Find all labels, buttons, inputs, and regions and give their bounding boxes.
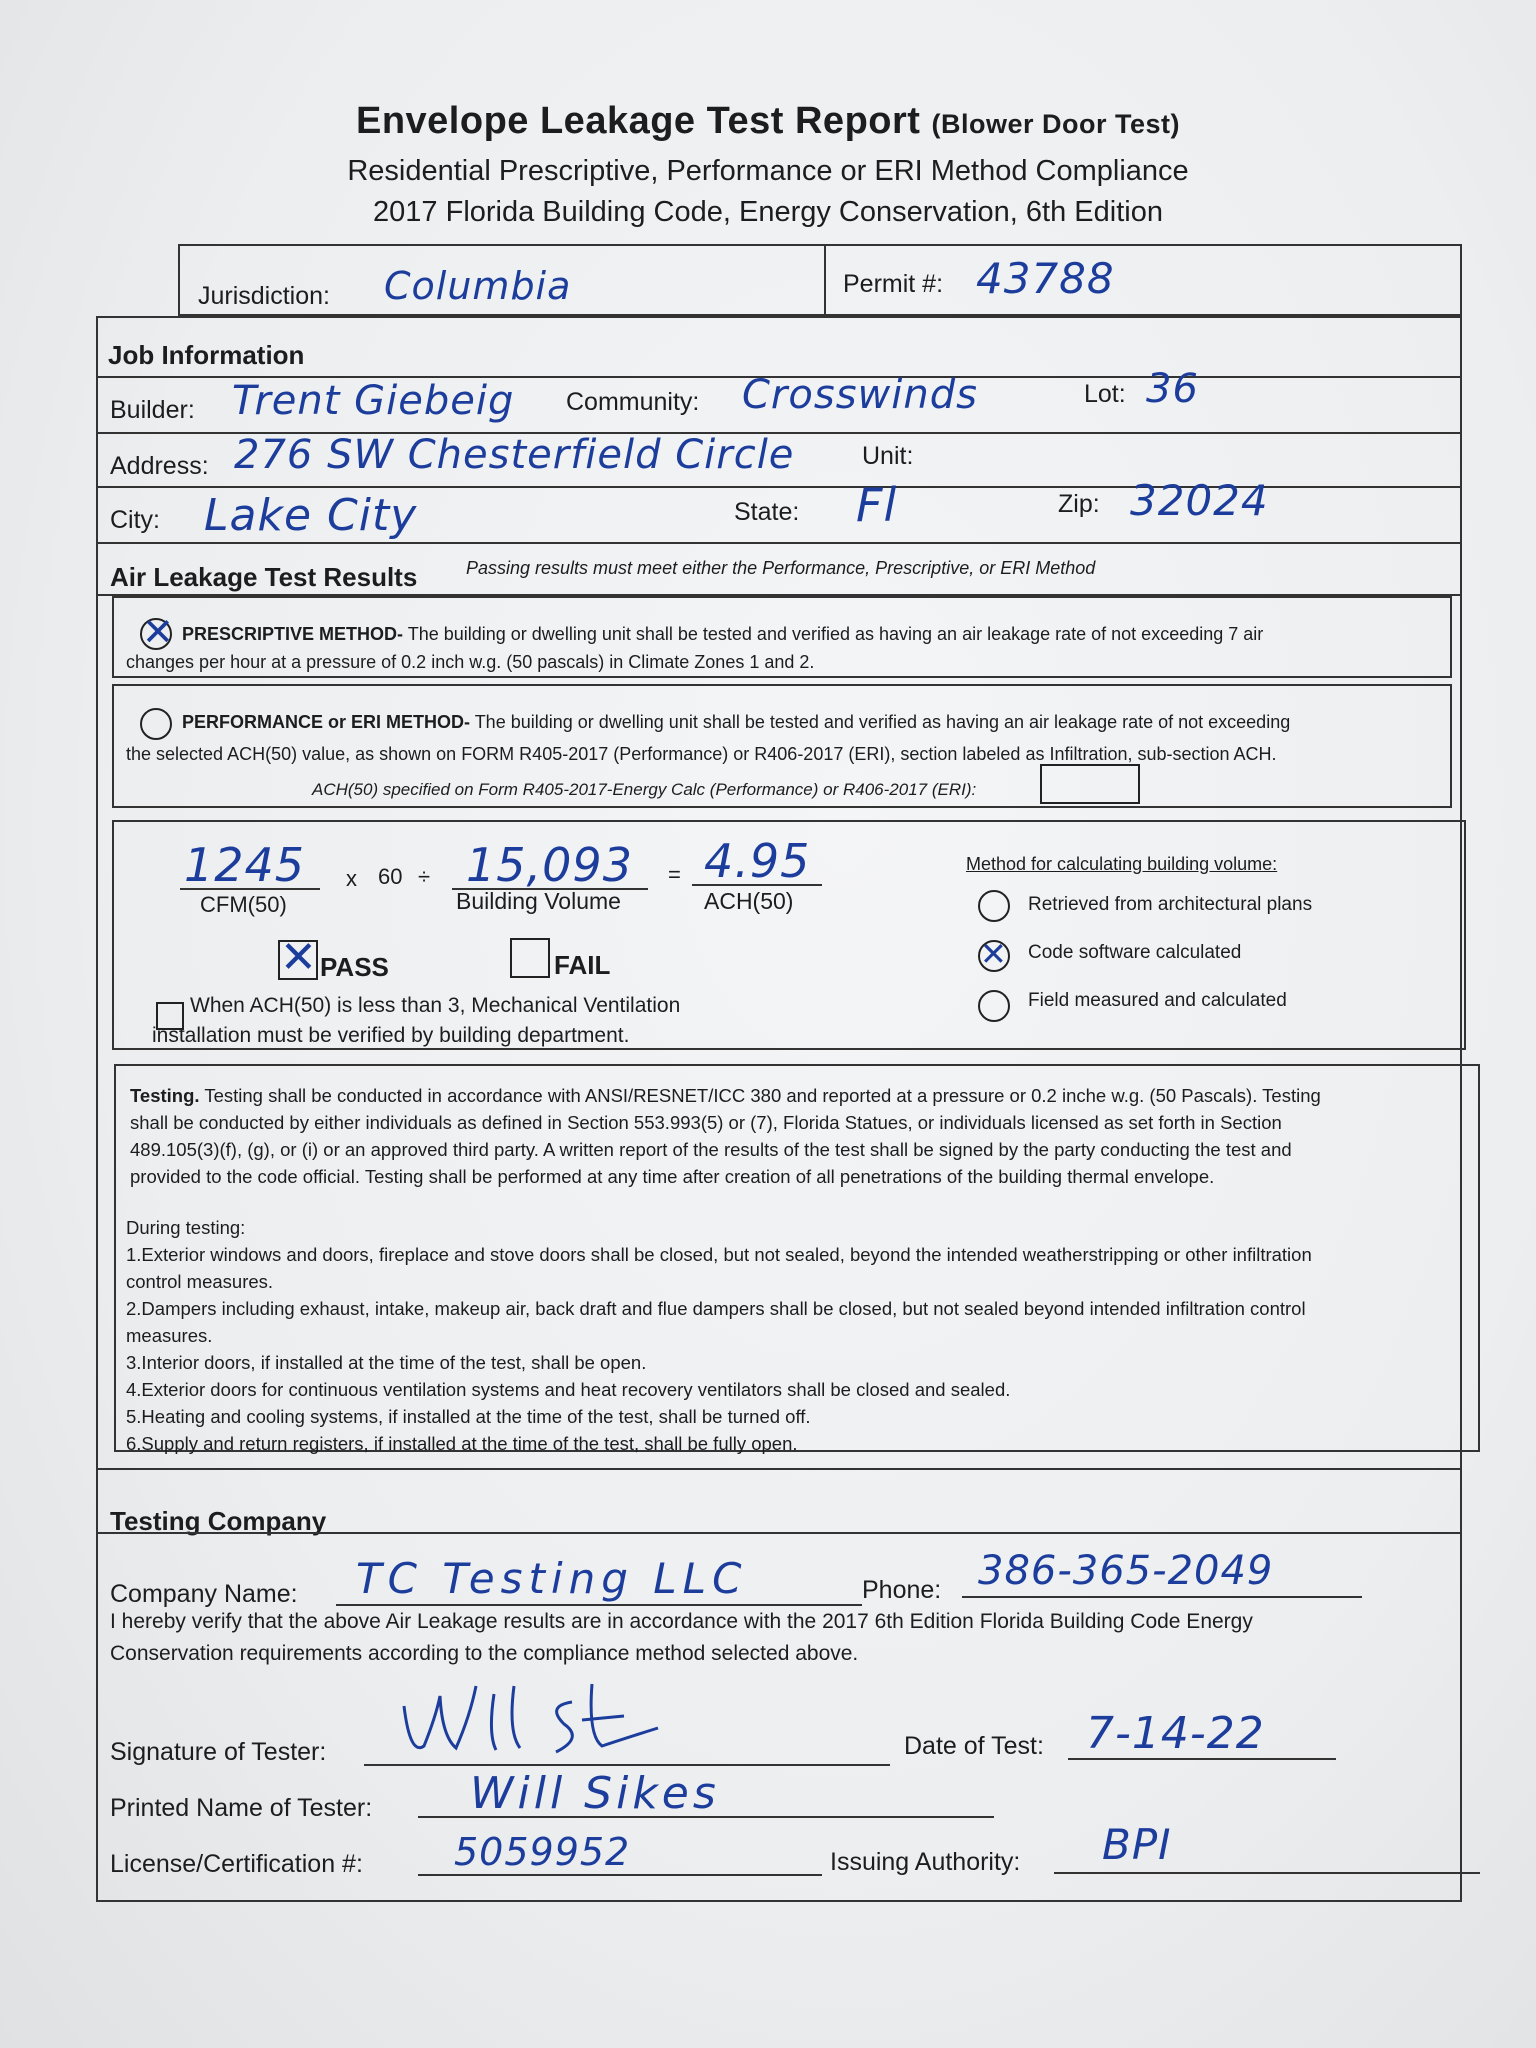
date-value[interactable]: 7-14-22 <box>1086 1708 1265 1759</box>
license-value[interactable]: 5059952 <box>454 1830 631 1874</box>
cfm-underline <box>180 888 320 890</box>
during-item-3: 3.Interior doors, if installed at the time of the test, shall be open. <box>126 1352 647 1373</box>
testing-paragraph <box>130 1082 1464 1190</box>
authority-label: Issuing Authority: <box>830 1848 1021 1876</box>
company-name-value[interactable]: TC Testing LLC <box>356 1554 748 1603</box>
ach-value[interactable]: 4.95 <box>704 834 811 888</box>
permit-label: Permit #: <box>843 270 944 298</box>
prescriptive-x-mark: ✕ <box>142 612 174 654</box>
pass-label: PASS <box>320 952 389 982</box>
company-name-line <box>336 1604 862 1606</box>
during-item-2: 2.Dampers including exhaust, intake, makeup air, back draft and flue dampers shall be closed, but not sealed beyond intended infiltration control <box>126 1298 1306 1319</box>
method-radio-plans[interactable] <box>978 890 1010 922</box>
prescriptive-desc-1: The building or dwelling unit shall be tested and verified as having an air leakage rate of not exceeding 7 air <box>407 624 1264 644</box>
verify-line-2: Conservation requirements according to the compliance method selected above. <box>110 1642 859 1665</box>
method-title: Method for calculating building volume: <box>966 854 1278 874</box>
method-software-x-mark: ✕ <box>980 936 1007 972</box>
performance-text-1 <box>182 712 1290 733</box>
fail-checkbox[interactable] <box>510 938 550 978</box>
signature-label: Signature of Tester: <box>110 1738 327 1766</box>
volume-value[interactable]: 15,093 <box>466 838 633 892</box>
phone-line <box>962 1596 1362 1598</box>
city-label: City: <box>110 506 160 534</box>
equals-sign: = <box>668 862 681 887</box>
title-text: Envelope Leakage Test Report <box>355 100 921 142</box>
sixty-value: 60 <box>378 864 403 889</box>
builder-label: Builder: <box>110 396 195 424</box>
license-label: License/Certification #: <box>110 1850 363 1878</box>
authority-line <box>1054 1872 1480 1874</box>
cfm-label: CFM(50) <box>200 892 287 917</box>
permit-value[interactable]: 43788 <box>976 254 1115 303</box>
report-title <box>0 100 1536 143</box>
testing-line-3: 489.105(3)(f), (g), or (i) or an approved third party. A written report of the results of the test shall be signed by the party conducting the test and <box>130 1139 1292 1160</box>
during-item-2-cont: measures. <box>126 1325 213 1346</box>
tester-signature[interactable] <box>396 1676 676 1766</box>
jurisdiction-label: Jurisdiction: <box>198 282 330 310</box>
date-label: Date of Test: <box>904 1732 1044 1760</box>
testing-line-1 <box>130 1082 1464 1109</box>
jurisdiction-divider <box>824 244 826 316</box>
testing-line-4: provided to the code official. Testing shall be performed at any time after creation of all penetrations of the building thermal envelope. <box>130 1166 1215 1187</box>
phone-label: Phone: <box>862 1576 942 1604</box>
performance-radio[interactable] <box>140 708 172 740</box>
title-suffix: (Blower Door Test) <box>931 109 1181 139</box>
volume-label: Building Volume <box>456 888 621 914</box>
community-value[interactable]: Crosswinds <box>742 372 978 418</box>
lot-label: Lot: <box>1084 380 1126 408</box>
community-label: Community: <box>566 388 700 416</box>
performance-title: PERFORMANCE or ERI METHOD- <box>182 712 470 732</box>
authority-value[interactable]: BPI <box>1102 1820 1172 1869</box>
lot-value[interactable]: 36 <box>1146 366 1199 412</box>
prescriptive-text-2: changes per hour at a pressure of 0.2 inch w.g. (50 pascals) in Climate Zones 1 and 2. <box>126 652 815 672</box>
results-note: Passing results must meet either the Performance, Prescriptive, or ERI Method <box>466 558 1096 578</box>
method-option-field: Field measured and calculated <box>1028 990 1287 1011</box>
pass-x-mark: ✕ <box>280 933 317 982</box>
state-label: State: <box>734 498 800 526</box>
license-line <box>418 1874 822 1876</box>
company-rule-top <box>96 1468 1462 1470</box>
city-value[interactable]: Lake City <box>204 490 418 541</box>
divide-sign: ÷ <box>418 864 431 889</box>
during-testing-list <box>126 1214 1470 1457</box>
method-option-software: Code software calculated <box>1028 942 1242 963</box>
results-heading: Air Leakage Test Results <box>110 562 418 592</box>
company-heading: Testing Company <box>110 1506 327 1536</box>
performance-desc-1: The building or dwelling unit shall be tested and verified as having an air leakage rate of not exceeding <box>474 712 1291 732</box>
job-info-heading: Job Information <box>108 340 305 370</box>
phone-value[interactable]: 386-365-2049 <box>978 1548 1274 1594</box>
address-value[interactable]: 276 SW Chesterfield Circle <box>234 432 795 478</box>
testing-lead: Testing. <box>130 1085 200 1106</box>
testing-line-2: shall be conducted by either individuals as defined in Section 553.993(5) or (7), Florida Statues, or individuals licensed as set forth in Section <box>130 1112 1282 1133</box>
company-rule-bottom <box>96 1532 1462 1534</box>
cfm-value[interactable]: 1245 <box>184 838 306 892</box>
zip-value[interactable]: 32024 <box>1130 476 1269 525</box>
during-item-1: 1.Exterior windows and doors, fireplace and stove doors shall be closed, but not sealed, beyond the intended weatherstripping or other infiltration <box>126 1244 1312 1265</box>
unit-label: Unit: <box>862 442 914 470</box>
printed-name-label: Printed Name of Tester: <box>110 1794 373 1822</box>
ach-underline <box>692 884 822 886</box>
ach-label: ACH(50) <box>704 888 794 914</box>
jurisdiction-box <box>178 244 1462 316</box>
mech-vent-line-2: installation must be verified by building department. <box>152 1024 630 1047</box>
during-item-6: 6.Supply and return registers, if installed at the time of the test, shall be fully open. <box>126 1433 798 1454</box>
prescriptive-text-1 <box>182 624 1263 645</box>
performance-spec-field[interactable] <box>1040 764 1140 804</box>
fail-label: FAIL <box>554 950 611 980</box>
times-sign: x <box>346 866 357 891</box>
during-item-4: 4.Exterior doors for continuous ventilation systems and heat recovery ventilators shall be closed and sealed. <box>126 1379 1011 1400</box>
method-option-plans: Retrieved from architectural plans <box>1028 894 1313 915</box>
jurisdiction-value[interactable]: Columbia <box>384 264 572 308</box>
during-item-1-cont: control measures. <box>126 1271 274 1292</box>
builder-value[interactable]: Trent Giebeig <box>232 378 515 424</box>
subtitle-code: 2017 Florida Building Code, Energy Conservation, 6th Edition <box>373 196 1163 228</box>
method-radio-field[interactable] <box>978 990 1010 1022</box>
company-name-label: Company Name: <box>110 1580 298 1608</box>
zip-label: Zip: <box>1058 490 1100 518</box>
during-testing-label: During testing: <box>126 1217 246 1238</box>
report-header <box>0 100 1536 229</box>
subtitle-compliance: Residential Prescriptive, Performance or ERI Method Compliance <box>347 155 1189 187</box>
during-item-5: 5.Heating and cooling systems, if installed at the time of the test, shall be turned off. <box>126 1406 811 1427</box>
printed-name-value[interactable]: Will Sikes <box>470 1768 720 1819</box>
address-label: Address: <box>110 452 209 480</box>
job-info-rule-4 <box>96 542 1462 544</box>
performance-spec-label: ACH(50) specified on Form R405-2017-Energy Calc (Performance) or R406-2017 (ERI): <box>312 780 977 799</box>
state-value[interactable]: Fl <box>856 478 898 532</box>
performance-text-2: the selected ACH(50) value, as shown on FORM R405-2017 (Performance) or R406-2017 (ERI), section labeled as Infiltration, sub-section ACH. <box>126 744 1277 764</box>
verify-line-1: I hereby verify that the above Air Leakage results are in accordance with the 2017 6th Edition Florida Building Code Energy <box>110 1610 1253 1633</box>
testing-line-1-text: Testing shall be conducted in accordance with ANSI/RESNET/ICC 380 and reported at a pressure or 0.2 inche w.g. (50 Pascals). Testing <box>204 1085 1321 1106</box>
prescriptive-title: PRESCRIPTIVE METHOD- <box>182 624 404 644</box>
mech-vent-line-1: When ACH(50) is less than 3, Mechanical Ventilation <box>190 994 681 1017</box>
